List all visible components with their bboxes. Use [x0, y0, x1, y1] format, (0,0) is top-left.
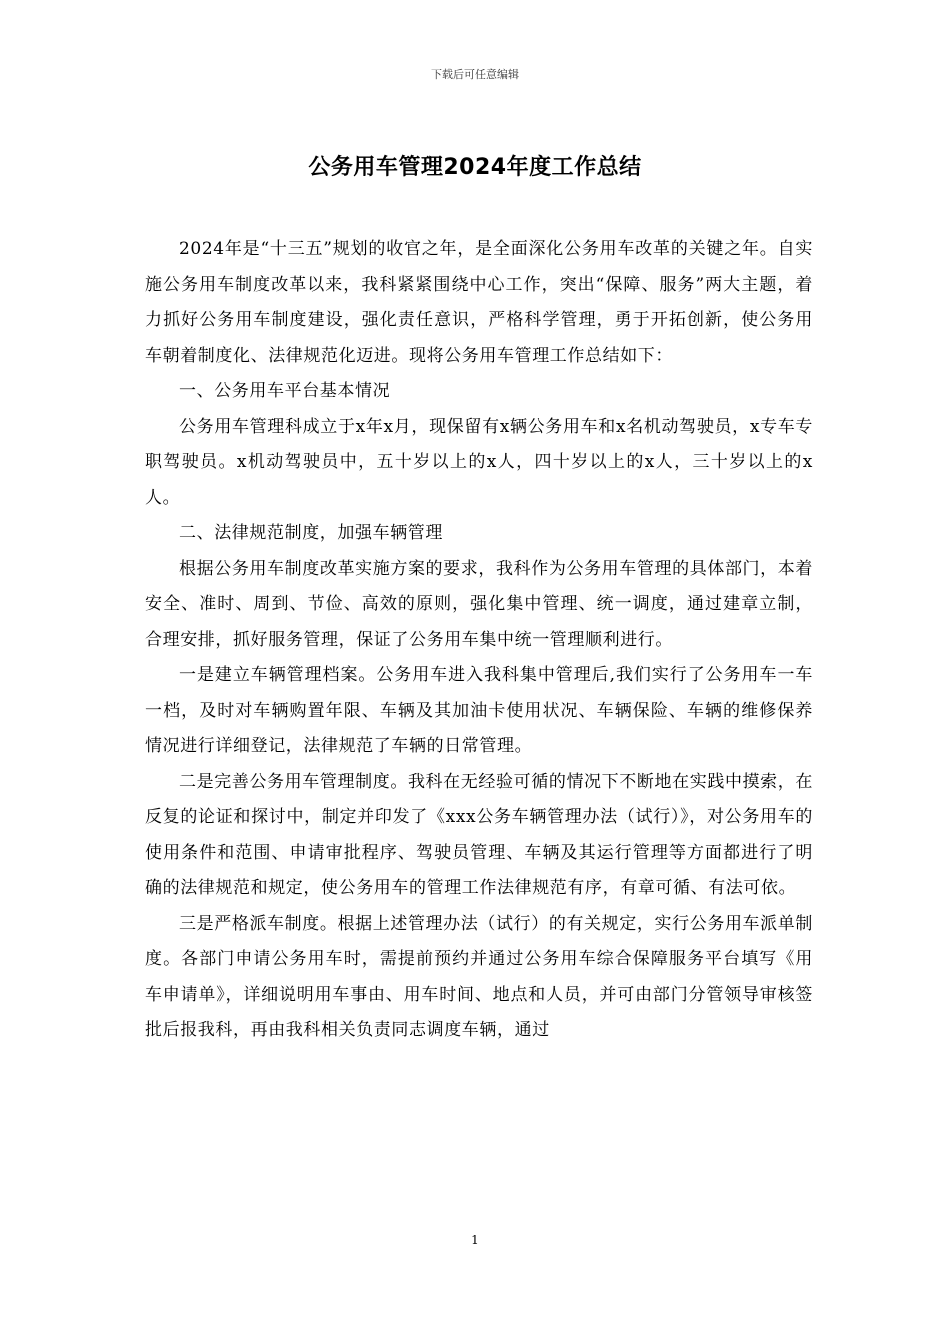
- document-body: [145, 232, 813, 1049]
- page-number: 1: [471, 1233, 479, 1247]
- section-heading-2: 二、法律规范制度，加强车辆管理: [179, 523, 443, 543]
- intro-paragraph: 2024年是“十三五”规划的收官之年，是全面深化公务用车改革的关键之年。自实施公务用车制度改革以来，我科紧紧围绕中心工作，突出“保障、服务”两大主题，着力抓好公务用车制度建设，强化责任意识，严格科学管理，勇于开拓创新，使公务用车朝着制度化、法律规范化迈进。现将公务用车管理工作总结如下：: [145, 239, 813, 366]
- paragraph-platform-info: 公务用车管理科成立于x年x月，现保留有x辆公务用车和x名机动驾驶员，x专车专职驾驶员。x机动驾驶员中，五十岁以上的x人，四十岁以上的x人，三十岁以上的x人。: [145, 416, 813, 508]
- section-heading-1: 一、公务用车平台基本情况: [179, 381, 391, 401]
- document-title: 公务用车管理2024年度工作总结: [308, 155, 642, 180]
- paragraph-management-rules: 二是完善公务用车管理制度。我科在无经验可循的情况下不断地在实践中摸索，在反复的论证和探讨中，制定并印发了《xxx公务车辆管理办法（试行）》，对公务用车的使用条件和范围、申请审批程序、驾驶员管理、车辆及其运行管理等方面都进行了明确的法律规范和规定，使公务用车的管理工作法律规范有序，有章可循、有法可依。: [145, 771, 813, 898]
- paragraph-dispatch-system: 三是严格派车制度。根据上述管理办法（试行）的有关规定，实行公务用车派单制度。各部门申请公务用车时，需提前预约并通过公务用车综合保障服务平台填写《用车申请单》，详细说明用车事由、用车时间、地点和人员，并可由部门分管领导审核签批后报我科，再由我科相关负责同志调度车辆，通过: [145, 913, 813, 1040]
- header-note: 下载后可任意编辑: [431, 68, 519, 81]
- paragraph-management-overview: 根据公务用车制度改革实施方案的要求，我科作为公务用车管理的具体部门，本着安全、准时、周到、节俭、高效的原则，强化集中管理、统一调度，通过建章立制，合理安排，抓好服务管理，保证了公务用车集中统一管理顺利进行。: [145, 558, 813, 650]
- paragraph-vehicle-archives: 一是建立车辆管理档案。公务用车进入我科集中管理后,我们实行了公务用车一车一档，及时对车辆购置年限、车辆及其加油卡使用状况、车辆保险、车辆的维修保养情况进行详细登记，法律规范了车辆的日常管理。: [145, 665, 813, 756]
